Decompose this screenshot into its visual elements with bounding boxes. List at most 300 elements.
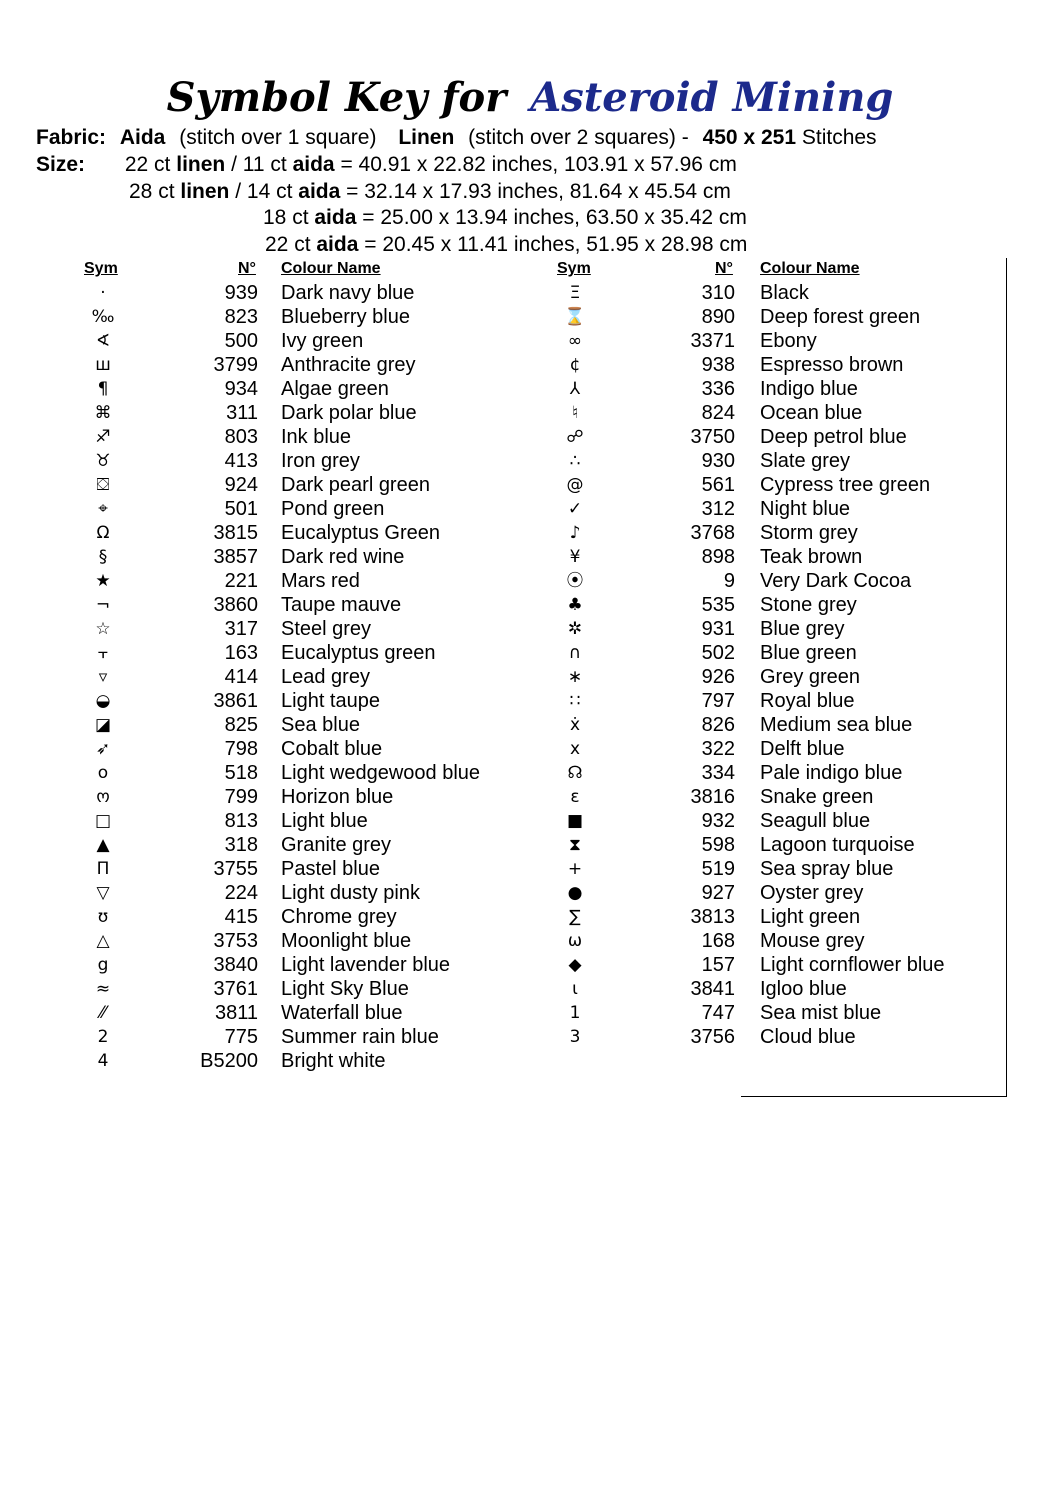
thread-number: 502 (701, 642, 735, 664)
colour-name: Grey green (760, 666, 861, 688)
colour-name: Dark pearl green (281, 474, 430, 496)
symbol-row (83, 281, 543, 305)
thread-number: 3857 (213, 546, 258, 568)
symbol-row (555, 785, 1015, 809)
thread-number: 3813 (690, 906, 735, 928)
colour-name: Pale indigo blue (760, 762, 903, 784)
colour-name: Espresso brown (760, 354, 904, 376)
symbol-row (83, 377, 543, 401)
colour-name: Steel grey (281, 618, 372, 640)
colour-name: Moonlight blue (281, 930, 412, 952)
stitch-symbol: ▽ (96, 883, 110, 903)
stitch-symbol: ¬ (95, 595, 111, 615)
symbol-row (83, 809, 543, 833)
colour-name: Light Sky Blue (281, 978, 409, 1000)
stitch-symbol: ¥ (569, 547, 581, 567)
colour-name: Slate grey (760, 450, 851, 472)
symbol-row (555, 401, 1015, 425)
thread-number: 932 (701, 810, 735, 832)
table-border-right (1006, 258, 1007, 1096)
colour-name: Royal blue (760, 690, 855, 712)
colour-name: Eucalyptus Green (281, 522, 440, 544)
colour-name: Cobalt blue (281, 738, 383, 760)
stitch-symbol: ≈ (95, 979, 111, 999)
thread-number: 3799 (213, 354, 258, 376)
stitch-symbol: ⫟ (97, 643, 109, 663)
size-count-2: / 11 ct (231, 153, 287, 176)
symbol-row (555, 281, 1015, 305)
colour-name: Horizon blue (281, 786, 394, 808)
thread-number: 415 (224, 906, 258, 928)
size-dimensions: = 20.45 x 11.41 inches, 51.95 x 28.98 cm (364, 233, 748, 256)
symbol-row (83, 737, 543, 761)
thread-number: 930 (701, 450, 735, 472)
symbol-row (83, 977, 543, 1001)
stitch-symbol: ✓ (567, 499, 583, 519)
stitch-count: 450 x 251 (702, 126, 797, 149)
stitch-symbol: ẋ (569, 715, 581, 735)
stitch-symbol: ♐ (95, 427, 111, 447)
pattern-name: Asteroid Mining (530, 74, 894, 121)
colour-name: Blue green (760, 642, 857, 664)
thread-number: 934 (224, 378, 258, 400)
thread-number: 799 (224, 786, 258, 808)
thread-number: 535 (701, 594, 735, 616)
symbol-row (83, 305, 543, 329)
thread-number: 157 (701, 954, 735, 976)
symbol-row (83, 689, 543, 713)
stitch-symbol: ⛋ (96, 475, 110, 495)
thread-number: 501 (224, 498, 258, 520)
symbol-row (83, 353, 543, 377)
colour-name: Night blue (760, 498, 851, 520)
symbol-row (83, 953, 543, 977)
stitch-symbol: ⌛ (564, 307, 586, 327)
colour-name: Algae green (281, 378, 389, 400)
thread-number: 561 (701, 474, 735, 496)
stitch-symbol: 1 (569, 1003, 581, 1023)
symbol-row (555, 1025, 1015, 1049)
symbol-row (555, 857, 1015, 881)
colour-name: Light dusty pink (281, 882, 420, 904)
size-count-2: / 14 ct (235, 180, 293, 203)
colour-name: Taupe mauve (281, 594, 402, 616)
symbol-row (83, 881, 543, 905)
thread-number: 318 (224, 834, 258, 856)
colour-name: Blueberry blue (281, 306, 410, 328)
colour-name: Very Dark Cocoa (760, 570, 912, 592)
stitch-symbol: ⅄ (569, 379, 581, 399)
stitch-symbol: ш (95, 355, 111, 375)
symbol-row (555, 1001, 1015, 1025)
thread-number: 3761 (213, 978, 258, 1000)
stitch-symbol: ♪ (569, 523, 581, 543)
colour-name: Pastel blue (281, 858, 380, 880)
stitch-symbol: 4 (97, 1051, 109, 1071)
symbol-row (83, 497, 543, 521)
thread-number: 3756 (690, 1026, 735, 1048)
thread-number: 797 (701, 690, 735, 712)
stitch-symbol: ◆ (568, 955, 582, 975)
colour-name: Black (760, 282, 809, 304)
symbol-row (555, 905, 1015, 929)
symbol-row (555, 881, 1015, 905)
symbol-row (555, 545, 1015, 569)
colour-name: Dark polar blue (281, 402, 417, 424)
thread-number: 924 (224, 474, 258, 496)
stitch-symbol: x (569, 739, 581, 759)
stitch-symbol: ω (567, 931, 583, 951)
stitch-symbol: ε (570, 787, 580, 807)
thread-number: 3816 (690, 786, 735, 808)
stitch-symbol: △ (96, 931, 110, 951)
colour-name: Delft blue (760, 738, 845, 760)
fabric-aida-note: (stitch over 1 square) (179, 126, 377, 149)
colour-name: Ebony (760, 330, 817, 352)
symbol-row (83, 785, 543, 809)
thread-number: 334 (701, 762, 735, 784)
symbol-row (555, 569, 1015, 593)
stitch-symbol: Ξ (569, 283, 581, 303)
thread-number: 931 (701, 618, 735, 640)
colour-name: Deep petrol blue (760, 426, 907, 448)
stitch-symbol: ∷ (569, 691, 581, 711)
symbol-row (83, 833, 543, 857)
colour-name: Blue grey (760, 618, 845, 640)
stitch-symbol: @ (566, 475, 584, 495)
stitch-symbol: Π (96, 859, 110, 879)
size-dimensions: = 25.00 x 13.94 inches, 63.50 x 35.42 cm (362, 206, 747, 229)
colour-name: Light blue (281, 810, 368, 832)
stitch-symbol: ▲ (96, 835, 110, 855)
symbol-row (83, 1049, 543, 1073)
colour-name: Indigo blue (760, 378, 858, 400)
header-num-right: N° (715, 260, 733, 277)
thread-number: 414 (224, 666, 258, 688)
colour-name: Dark red wine (281, 546, 405, 568)
colour-name: Storm grey (760, 522, 858, 544)
thread-number: 3860 (213, 594, 258, 616)
thread-number: 519 (701, 858, 735, 880)
size-count: 22 ct (124, 153, 171, 176)
stitch-symbol: ● (567, 883, 583, 903)
thread-number: 3755 (213, 858, 258, 880)
stitch-symbol: ∴ (569, 451, 581, 471)
symbol-row (83, 1001, 543, 1025)
thread-number: 3861 (213, 690, 258, 712)
thread-number: 163 (224, 642, 258, 664)
symbol-row (555, 305, 1015, 329)
size-dimensions: = 32.14 x 17.93 inches, 81.64 x 45.54 cm (346, 180, 731, 203)
thread-number: 825 (224, 714, 258, 736)
colour-name: Oyster grey (760, 882, 864, 904)
colour-name: Light taupe (281, 690, 380, 712)
colour-name: Cloud blue (760, 1026, 856, 1048)
stitch-symbol: ➶ (95, 739, 111, 759)
stitch-symbol: ♮ (571, 403, 579, 423)
symbol-row (555, 929, 1015, 953)
stitch-symbol: ☊ (567, 763, 583, 783)
thread-number: 598 (701, 834, 735, 856)
colour-name: Seagull blue (760, 810, 871, 832)
stitch-symbol: ▿ (98, 667, 108, 687)
colour-name: Light lavender blue (281, 954, 451, 976)
symbol-row (83, 473, 543, 497)
fabric-line (36, 125, 877, 151)
thread-number: 926 (701, 666, 735, 688)
thread-number: 168 (701, 930, 735, 952)
thread-number: 826 (701, 714, 735, 736)
thread-number: B5200 (200, 1050, 258, 1072)
thread-number: 322 (701, 738, 735, 760)
colour-name: Sea mist blue (760, 1002, 882, 1024)
stitch-symbol: □ (94, 811, 112, 831)
size-count: 18 ct (263, 206, 309, 229)
symbol-row (555, 977, 1015, 1001)
symbol-row (83, 593, 543, 617)
header-sym-left: Sym (84, 260, 118, 277)
thread-number: 221 (224, 570, 258, 592)
symbol-row (83, 569, 543, 593)
symbol-row (83, 641, 543, 665)
thread-number: 413 (224, 450, 258, 472)
header-sym-right: Sym (557, 260, 591, 277)
symbol-row (555, 329, 1015, 353)
colour-name: Anthracite grey (281, 354, 416, 376)
thread-number: 3753 (213, 930, 258, 952)
symbol-row (555, 953, 1015, 977)
thread-number: 312 (701, 498, 735, 520)
colour-name: Ocean blue (760, 402, 863, 424)
colour-name: Stone grey (760, 594, 857, 616)
thread-number: 803 (224, 426, 258, 448)
colour-name: Lagoon turquoise (760, 834, 915, 856)
thread-number: 310 (701, 282, 735, 304)
right-symbol-list (555, 281, 1015, 1049)
thread-number: 890 (701, 306, 735, 328)
stitch-symbol: ★ (95, 571, 111, 591)
thread-number: 3840 (213, 954, 258, 976)
stitch-symbol: ☍ (566, 427, 584, 447)
colour-name: Chrome grey (281, 906, 397, 928)
colour-name: Light green (760, 906, 861, 928)
size-fabric: linen (180, 180, 230, 203)
thread-number: 939 (224, 282, 258, 304)
symbol-row (555, 737, 1015, 761)
symbol-row (555, 689, 1015, 713)
thread-number: 336 (701, 378, 735, 400)
symbol-row (555, 617, 1015, 641)
colour-name: Dark navy blue (281, 282, 415, 304)
size-count: 28 ct (129, 180, 175, 203)
header-num-left: N° (238, 260, 256, 277)
stitches-word: Stitches (801, 126, 877, 149)
symbol-row (83, 857, 543, 881)
symbol-row (555, 809, 1015, 833)
stitch-symbol: ∗ (567, 667, 583, 687)
colour-name: Waterfall blue (281, 1002, 403, 1024)
symbol-row (83, 1025, 543, 1049)
stitch-symbol: 3 (569, 1027, 581, 1047)
thread-number: 813 (224, 810, 258, 832)
stitch-symbol: ⁄⁄ (100, 1003, 106, 1023)
stitch-symbol: ¶ (97, 379, 109, 399)
symbol-row (83, 545, 543, 569)
stitch-symbol: ∩ (568, 643, 582, 663)
symbol-row (555, 449, 1015, 473)
thread-number: 3768 (690, 522, 735, 544)
symbol-row (83, 617, 543, 641)
colour-name: Light wedgewood blue (281, 762, 481, 784)
title-prefix: Symbol Key for (166, 74, 507, 121)
size-line-1 (36, 152, 737, 178)
symbol-row (555, 665, 1015, 689)
thread-number: 3371 (690, 330, 735, 352)
thread-number: 9 (723, 570, 735, 592)
stitch-symbol: ⌘ (94, 403, 112, 423)
colour-name: Sea blue (281, 714, 360, 736)
size-fabric-2: aida (298, 180, 341, 203)
stitch-symbol: Ω (96, 523, 110, 543)
symbol-row (555, 593, 1015, 617)
fabric-linen: Linen (398, 126, 455, 149)
size-line-4 (265, 232, 747, 258)
thread-number: 3815 (213, 522, 258, 544)
colour-name: Mouse grey (760, 930, 865, 952)
colour-name: Granite grey (281, 834, 392, 856)
symbol-row (555, 353, 1015, 377)
stitch-symbol: 2 (97, 1027, 109, 1047)
stitch-symbol: ო (96, 787, 110, 807)
left-symbol-list (83, 281, 543, 1073)
thread-number: 824 (701, 402, 735, 424)
symbol-row (83, 401, 543, 425)
symbol-row (555, 473, 1015, 497)
symbol-row (83, 929, 543, 953)
thread-number: 500 (224, 330, 258, 352)
stitch-symbol: ◪ (94, 715, 112, 735)
size-fabric: linen (176, 153, 226, 176)
size-label: Size: (36, 153, 86, 176)
stitch-symbol: ♣ (567, 595, 583, 615)
symbol-row (83, 761, 543, 785)
stitch-symbol: ♉ (95, 451, 111, 471)
symbol-row (555, 521, 1015, 545)
symbol-row (83, 665, 543, 689)
size-count: 22 ct (265, 233, 311, 256)
thread-number: 775 (224, 1026, 258, 1048)
stitch-symbol: ✲ (567, 619, 583, 639)
colour-name: Igloo blue (760, 978, 847, 1000)
colour-name: Bright white (281, 1050, 386, 1072)
symbol-row (83, 329, 543, 353)
symbol-row (83, 905, 543, 929)
stitch-symbol: ■ (566, 811, 584, 831)
colour-name: Ink blue (281, 426, 352, 448)
thread-number: 3750 (690, 426, 735, 448)
header-name-right: Colour Name (760, 260, 860, 277)
stitch-symbol: § (98, 547, 108, 567)
fabric-linen-note: (stitch over 2 squares) - (468, 126, 689, 149)
symbol-row (83, 713, 543, 737)
thread-number: 518 (224, 762, 258, 784)
stitch-symbol: + (567, 859, 583, 879)
thread-number: 224 (224, 882, 258, 904)
colour-name: Lead grey (281, 666, 370, 688)
colour-name: Snake green (760, 786, 874, 808)
colour-name: Sea spray blue (760, 858, 894, 880)
symbol-row (83, 521, 543, 545)
stitch-symbol: ∑ (569, 907, 581, 927)
thread-number: 938 (701, 354, 735, 376)
fabric-aida: Aida (119, 126, 166, 149)
symbol-row (83, 425, 543, 449)
stitch-symbol: ⌖ (98, 499, 108, 519)
colour-name: Ivy green (281, 330, 364, 352)
symbol-row (555, 377, 1015, 401)
thread-number: 311 (226, 402, 258, 424)
table-border-bottom (741, 1096, 1007, 1097)
thread-number: 317 (224, 618, 258, 640)
stitch-symbol: ◒ (95, 691, 111, 711)
colour-name: Mars red (281, 570, 360, 592)
colour-name: Medium sea blue (760, 714, 913, 736)
stitch-symbol: ∢ (95, 331, 111, 351)
stitch-symbol: ɩ (572, 979, 578, 999)
symbol-row (555, 641, 1015, 665)
colour-name: Pond green (281, 498, 385, 520)
stitch-symbol: ⦿ (566, 571, 584, 591)
thread-number: 747 (701, 1002, 735, 1024)
thread-number: 3811 (214, 1002, 258, 1024)
symbol-row (555, 761, 1015, 785)
thread-number: 3841 (690, 978, 735, 1000)
colour-name: Eucalyptus green (281, 642, 436, 664)
symbol-row (555, 713, 1015, 737)
header-name-left: Colour Name (281, 260, 381, 277)
colour-name: Light cornflower blue (760, 954, 945, 976)
stitch-symbol: g (97, 955, 109, 975)
stitch-symbol: ∞ (567, 331, 583, 351)
stitch-symbol: ‰ (91, 307, 115, 327)
colour-name: Cypress tree green (760, 474, 931, 496)
size-fabric-2: aida (292, 153, 335, 176)
size-line-2 (129, 179, 731, 205)
colour-name: Summer rain blue (281, 1026, 439, 1048)
symbol-row (555, 425, 1015, 449)
thread-number: 898 (701, 546, 735, 568)
size-fabric: aida (314, 206, 357, 229)
stitch-symbol: o (97, 763, 109, 783)
colour-name: Teak brown (760, 546, 863, 568)
size-fabric: aida (316, 233, 359, 256)
colour-name: Deep forest green (760, 306, 921, 328)
page-title (0, 74, 1060, 121)
symbol-row (83, 449, 543, 473)
thread-number: 927 (701, 882, 735, 904)
colour-name: Iron grey (281, 450, 360, 472)
stitch-symbol: ʊ (97, 907, 109, 927)
symbol-row (555, 497, 1015, 521)
stitch-symbol: ☆ (95, 619, 111, 639)
thread-number: 798 (224, 738, 258, 760)
thread-number: 823 (224, 306, 258, 328)
stitch-symbol: · (100, 283, 106, 303)
size-dimensions: = 40.91 x 22.82 inches, 103.91 x 57.96 cm (340, 153, 737, 176)
stitch-symbol: ¢ (569, 355, 581, 375)
size-line-3 (263, 205, 747, 231)
symbol-row (555, 833, 1015, 857)
